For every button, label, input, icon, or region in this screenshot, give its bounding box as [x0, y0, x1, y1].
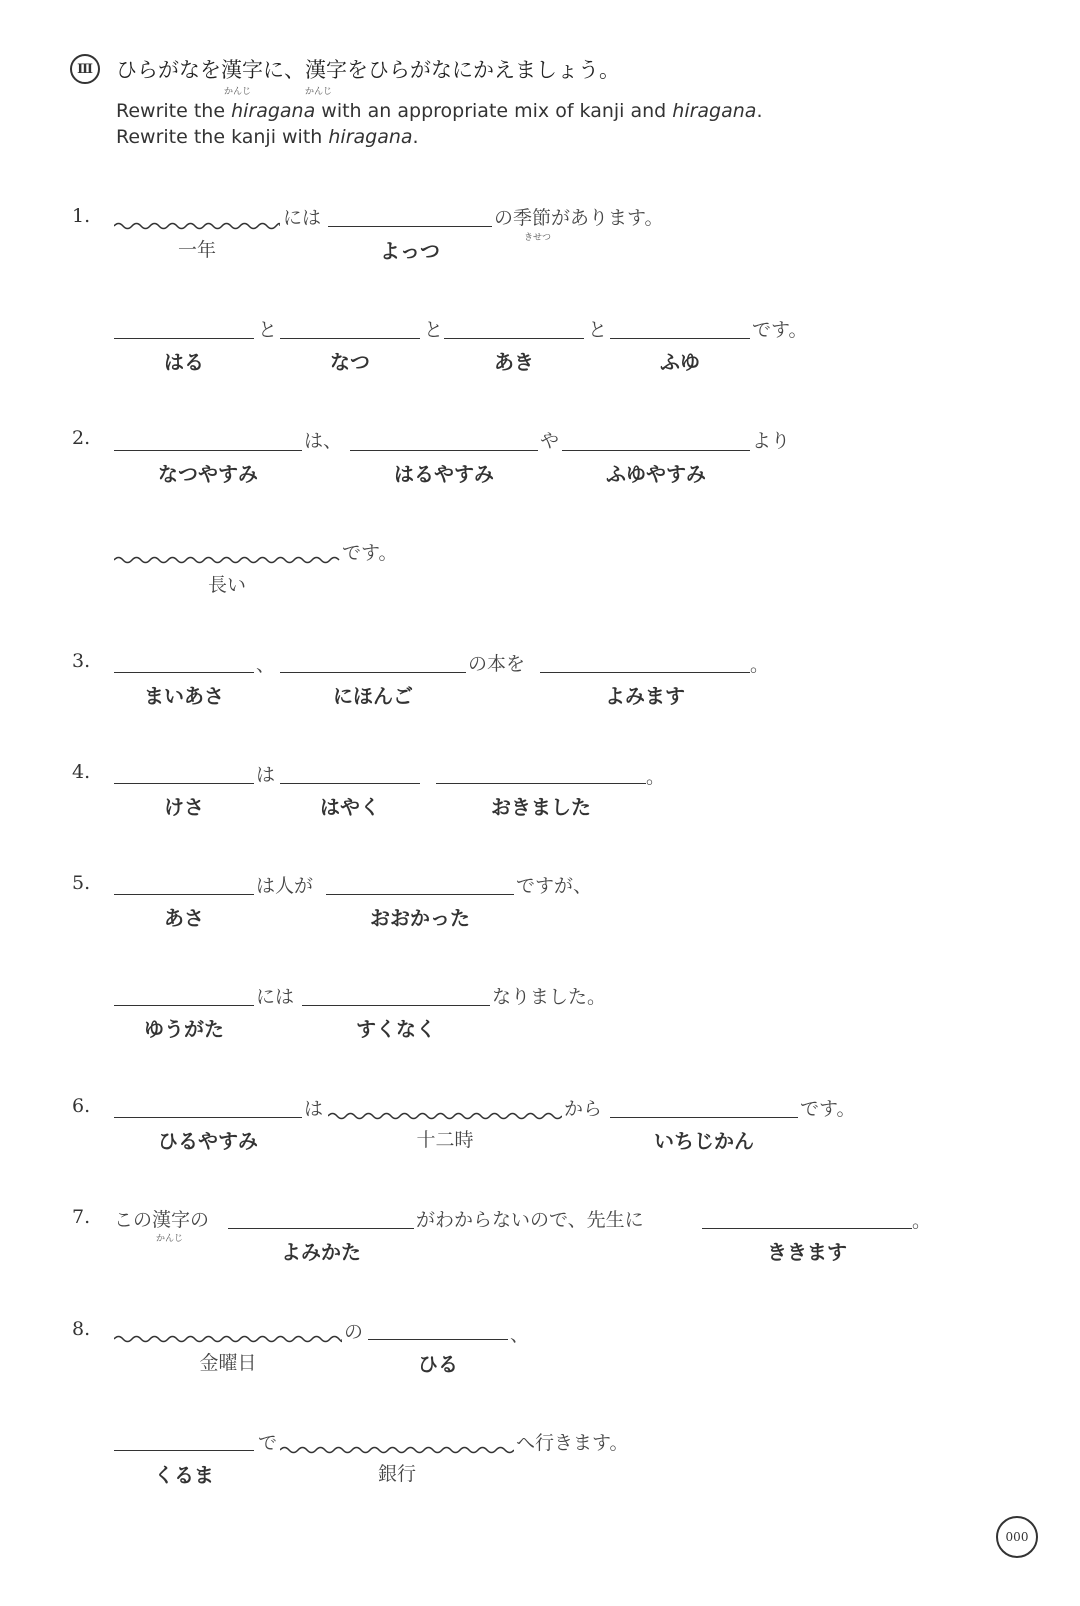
sentence-text: は: [256, 764, 276, 786]
sentence-text: 。: [750, 654, 770, 676]
sentence-text: や: [540, 430, 560, 452]
prompt-label: おおかった: [370, 906, 470, 930]
prompt-label: ひるやすみ: [158, 1129, 258, 1153]
ruby-kanji-1: かんじ: [224, 87, 252, 97]
sentence-text: 、: [510, 1324, 530, 1346]
prompt-label: 一年: [177, 239, 216, 261]
question-number: 2.: [72, 427, 91, 449]
question-number: 7.: [72, 1206, 91, 1228]
ruby-kanji: かんじ: [156, 1234, 184, 1244]
question-number: 6.: [72, 1095, 91, 1117]
sentence-text: ですが、: [516, 875, 593, 897]
sentence-text: から: [564, 1098, 603, 1120]
answer-blank[interactable]: [280, 672, 466, 673]
answer-blank[interactable]: [350, 450, 538, 451]
answer-blank[interactable]: [562, 450, 750, 451]
prompt-label: ひる: [418, 1352, 458, 1376]
answer-blank[interactable]: [368, 1339, 508, 1340]
prompt-label: にほんご: [333, 684, 413, 708]
answer-blank[interactable]: [702, 1228, 912, 1229]
answer-blank[interactable]: [540, 672, 750, 673]
prompt-label: はやく: [320, 795, 380, 819]
instruction-line-2: Rewrite the kanji with hiragana.: [116, 126, 419, 148]
question-number: 4.: [72, 761, 91, 783]
prompt-label: くるま: [154, 1463, 214, 1487]
sentence-text: で: [258, 1432, 278, 1454]
prompt-label: 十二時: [416, 1129, 474, 1151]
prompt-label: まいあさ: [144, 684, 224, 708]
sentence-text: です。: [800, 1098, 856, 1120]
prompt-label: はるやすみ: [394, 462, 494, 486]
prompt-label: ゆうがた: [144, 1017, 224, 1041]
prompt-label: よみかた: [281, 1240, 361, 1264]
answer-blank[interactable]: [610, 1117, 798, 1118]
prompt-label: なつやすみ: [158, 462, 258, 486]
answer-blank[interactable]: [114, 338, 254, 339]
sentence-text: なりました。: [492, 986, 607, 1008]
wavy-underline: [114, 1334, 342, 1344]
sentence-text: は: [304, 1098, 324, 1120]
answer-blank[interactable]: [114, 1005, 254, 1006]
sentence-text: より: [752, 430, 791, 452]
prompt-label: よみます: [605, 684, 685, 708]
sentence-text: です。: [752, 319, 808, 341]
sentence-text: へ行きます。: [516, 1432, 629, 1454]
sentence-text: この漢字の: [114, 1209, 210, 1231]
prompt-label: おきました: [491, 795, 591, 819]
sentence-text: の: [344, 1321, 364, 1343]
sentence-text: と: [424, 319, 444, 341]
prompt-label: けさ: [164, 795, 204, 819]
sentence-text: 。: [646, 766, 666, 788]
ruby-kisetsu: きせつ: [524, 233, 552, 243]
answer-blank[interactable]: [228, 1228, 414, 1229]
prompt-label: あさ: [164, 906, 204, 930]
answer-blank[interactable]: [280, 783, 420, 784]
sentence-text: は、: [304, 430, 343, 452]
prompt-label: はる: [164, 350, 204, 374]
prompt-label: ふゆやすみ: [606, 462, 706, 486]
prompt-label: ふゆ: [660, 350, 700, 374]
answer-blank[interactable]: [114, 894, 254, 895]
answer-blank[interactable]: [436, 783, 646, 784]
question-number: 3.: [72, 650, 91, 672]
sentence-text: の本を: [468, 653, 526, 675]
answer-blank[interactable]: [302, 1005, 490, 1006]
page-number: 000: [996, 1516, 1038, 1558]
answer-blank[interactable]: [280, 338, 420, 339]
sentence-text: には: [256, 986, 295, 1008]
prompt-label: あき: [494, 350, 534, 374]
ruby-kanji-2: かんじ: [305, 87, 333, 97]
sentence-text: には: [283, 207, 322, 229]
sentence-text: と: [588, 319, 608, 341]
question-number: 1.: [72, 205, 91, 227]
sentence-text: と: [258, 319, 278, 341]
answer-blank[interactable]: [114, 450, 302, 451]
sentence-text: の季節があります。: [494, 207, 664, 229]
prompt-label: ききます: [767, 1240, 847, 1264]
prompt-label: なつ: [330, 350, 370, 374]
answer-blank[interactable]: [114, 1117, 302, 1118]
sentence-text: 、: [256, 654, 276, 676]
answer-blank[interactable]: [328, 226, 492, 227]
prompt-label: いちじかん: [654, 1129, 754, 1153]
wavy-underline: [114, 555, 340, 565]
question-number: 8.: [72, 1318, 91, 1340]
question-number: 5.: [72, 872, 91, 894]
sentence-text: がわからないので、先生に: [416, 1209, 644, 1231]
answer-blank[interactable]: [114, 783, 254, 784]
wavy-underline: [328, 1111, 562, 1121]
wavy-underline: [280, 1445, 514, 1455]
answer-blank[interactable]: [114, 1450, 254, 1451]
sentence-text: です。: [342, 542, 398, 564]
prompt-label: 銀行: [377, 1463, 416, 1485]
section-badge: Ⅲ: [70, 54, 100, 84]
section-title: ひらがなを漢字に、漢字をひらがなにかえましょう。: [116, 58, 620, 82]
answer-blank[interactable]: [444, 338, 584, 339]
prompt-label: 金曜日: [199, 1352, 257, 1374]
prompt-label: よっつ: [380, 239, 440, 263]
prompt-label: 長い: [207, 574, 246, 596]
wavy-underline: [114, 221, 280, 231]
instruction-line-1: Rewrite the hiragana with an appropriate mix of kanji and hiragana.: [116, 100, 763, 122]
answer-blank[interactable]: [610, 338, 750, 339]
prompt-label: すくなく: [356, 1017, 436, 1041]
sentence-text: は人が: [256, 875, 314, 897]
answer-blank[interactable]: [114, 672, 254, 673]
sentence-text: 。: [912, 1210, 932, 1232]
answer-blank[interactable]: [326, 894, 514, 895]
